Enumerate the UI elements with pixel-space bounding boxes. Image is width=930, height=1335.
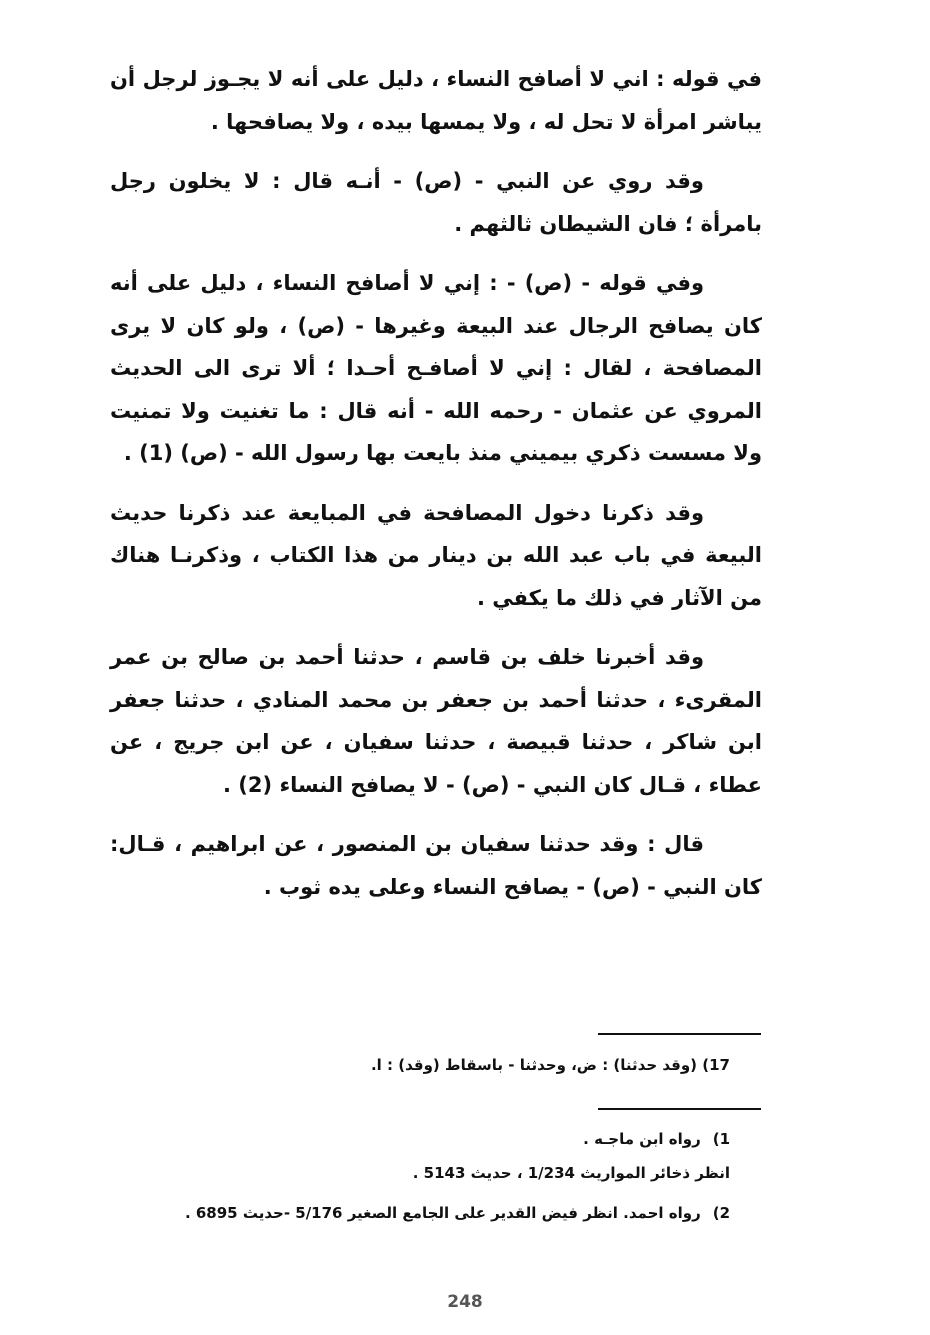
paragraph-2: وقد روي عن النبي - (ص) - أنـه قال : لا يخلون رجل بامرأة ؛ فان الشيطان ثالثهم . (110, 169, 762, 236)
paragraph-5: وقد أخبرنا خلف بن قاسم ، حدثنا أحمد بن صالح بن عمر المقرىء ، حدثنا أحمد بن جعفر بن محمد المنادي ، حدثنا جعفر ابن شاكر ، حدثنا قبيصة ، حدثنا سفيان ، عن ابن جريج ، عن عطاء ، قـال كان النبي - (ص) - لا يصافح النساء (2) . (110, 645, 762, 797)
footnote-divider-top (598, 1033, 761, 1035)
footnote-1 (583, 1130, 730, 1148)
footnote-2-number: 2) (712, 1204, 730, 1222)
paragraph-6: قال : وقد حدثنا سفيان بن المنصور ، عن ابراهيم ، قـال: كان النبي - (ص) - يصافح النساء وعلى يده ثوب . (110, 832, 762, 899)
variant-note: 17) (وقد حدثنا) : ض، وحدثنا - باسقاط (وقد) : ا. (370, 1056, 730, 1074)
footnote-1-reference: انظر ذخائر المواريث 1/234 ، حديث 5143 . (412, 1164, 730, 1182)
footnote-1-text: رواه ابن ماجـه . (583, 1130, 701, 1148)
page-number: 248 (447, 1292, 483, 1312)
footnote-2 (185, 1204, 730, 1222)
footnote-divider-bottom (598, 1108, 761, 1110)
footnote-2-text: رواه احمد. انظر فيض القدير على الجامع الصغير 5/176 -حديث 6895 . (184, 1204, 701, 1222)
main-text (110, 58, 762, 925)
paragraph-1: في قوله : اني لا أصافح النساء ، دليل على أنه لا يجـوز لرجل أن يباشر امرأة لا تحل له ، ولا يمسها بيده ، ولا يصافحها . (110, 67, 762, 134)
paragraph-4: وقد ذكرنا دخول المصافحة في المبايعة عند ذكرنا حديث البيعة في باب عبد الله بن دينار من هذا الكتاب ، وذكرنـا هناك من الآثار في ذلك ما يكفي . (110, 500, 762, 610)
footnote-1-number: 1) (712, 1130, 730, 1148)
paragraph-3: وفي قوله - (ص) - : إني لا أصافح النساء ، دليل على أنه كان يصافح الرجال عند البيعة وغيرها - (ص) ، ولو كان لا يرى المصافحة ، لقال : إني لا أصافـح أحـدا ؛ ألا ترى الى الحديث المروي عن عثمان - رحمه الله - أنه قال : ما تغنيت ولا تمنيت ولا مسست ذكري بيميني منذ بايعت بها رسول الله - (ص) (1) . (110, 271, 762, 465)
